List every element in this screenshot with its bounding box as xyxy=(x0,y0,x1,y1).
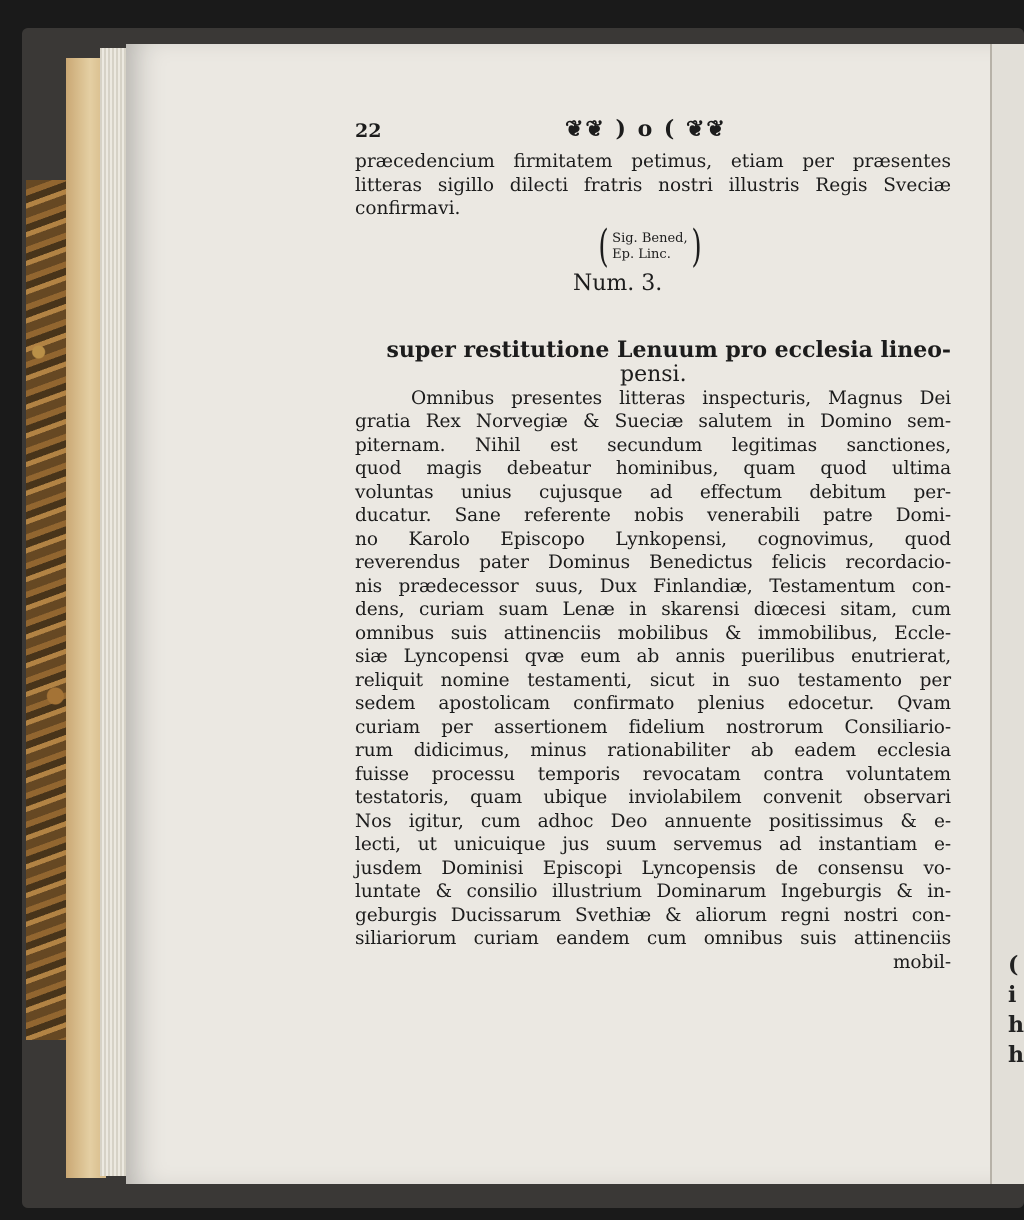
text-line: quod magis debeatur hominibus, quam quod ultima xyxy=(355,458,951,479)
text-line: rum didicimus, minus rationabiliter ab eadem ecclesia xyxy=(355,740,951,761)
body-text xyxy=(355,387,951,975)
text-line: voluntas unius cujusque ad effectum debitum per- xyxy=(355,481,951,503)
adjacent-fragment: h xyxy=(1008,1012,1024,1038)
signature-block xyxy=(595,220,951,272)
page-text xyxy=(355,116,951,974)
adjacent-page-fragments xyxy=(1008,950,1024,1070)
text-line: mobil- xyxy=(892,951,951,973)
text-line: Nos igitur, cum adhoc Deo annuente positissimus & e- xyxy=(355,810,951,832)
text-line: piternam. Nihil est secundum legitimas sanctiones, xyxy=(355,434,951,456)
running-head xyxy=(355,116,951,150)
intro-paragraph xyxy=(355,150,951,221)
text-line: omnibus suis attinenciis mobilibus & immobilibus, Eccle- xyxy=(355,622,951,644)
text-line: Omnibus presentes litteras inspecturis, Magnus Dei xyxy=(411,387,951,409)
text-line: præcedencium firmitatem petimus, etiam per præsentes xyxy=(355,151,951,172)
text-line: jusdem Dominisi Episcopi Lyncopensis de consensu vo- xyxy=(355,857,951,879)
text-line: litteras sigillo dilecti fratris nostri illustris Regis Sveciæ xyxy=(355,174,951,196)
text-line: sedem apostolicam confirmato plenius edocetur. Qvam xyxy=(355,693,951,714)
text-line: siæ Lyncopensi qvæ eum ab annis puerilibus enutrierat, xyxy=(355,646,951,667)
text-line: reliquit nomine testamenti, sicut in suo testamento per xyxy=(355,669,951,691)
text-line: gratia Rex Norvegiæ & Sueciæ salutem in Domino sem- xyxy=(355,411,951,432)
signature-line: Ep. Linc. xyxy=(612,246,671,262)
text-line: fuisse processu temporis revocatam contra voluntatem xyxy=(355,763,951,785)
text-line: luntate & consilio illustrium Dominarum Ingeburgis & in- xyxy=(355,881,951,902)
adjacent-fragment: h xyxy=(1008,1042,1024,1068)
signature-line: Sig. Bened, xyxy=(612,230,688,246)
text-line: lecti, ut unicuique jus suum servemus ad instantiam e- xyxy=(355,834,951,855)
adjacent-fragment: ( xyxy=(1008,952,1019,978)
ornament-header: ❦❦ ) o ( ❦❦ xyxy=(565,116,727,142)
text-line: curiam per assertionem fidelium nostrorum Consiliario- xyxy=(355,716,951,738)
adjacent-fragment: i xyxy=(1008,982,1017,1008)
text-line: geburgis Ducissarum Svethiæ & aliorum regni nostri con- xyxy=(355,904,951,926)
marbled-edge xyxy=(26,180,68,1040)
section-title: super restitutione Lenuum pro ecclesia lineo- xyxy=(386,336,951,363)
text-line: testatoris, quam ubique inviolabilem convenit observari xyxy=(355,787,951,808)
text-line: reverendus pater Dominus Benedictus felicis recordacio- xyxy=(355,552,951,573)
document-number: Num. 3. xyxy=(573,270,663,296)
text-line: siliariorum curiam eandem cum omnibus suis attinenciis xyxy=(355,928,951,949)
text-line: nis prædecessor suus, Dux Finlandiæ, Testamentum con- xyxy=(355,575,951,597)
text-line: ducatur. Sane referente nobis venerabili patre Domi- xyxy=(355,505,951,526)
page-number: 22 xyxy=(355,120,382,142)
text-line: confirmavi. xyxy=(355,198,461,219)
section-title-continued: pensi. xyxy=(620,361,687,387)
brace-right: ) xyxy=(691,220,702,272)
text-line: dens, curiam suam Lenæ in skarensi diœcesi sitam, cum xyxy=(355,599,951,620)
brace-left: ( xyxy=(598,220,609,272)
text-line: no Karolo Episcopo Lynkopensi, cognovimus, quod xyxy=(355,528,951,550)
